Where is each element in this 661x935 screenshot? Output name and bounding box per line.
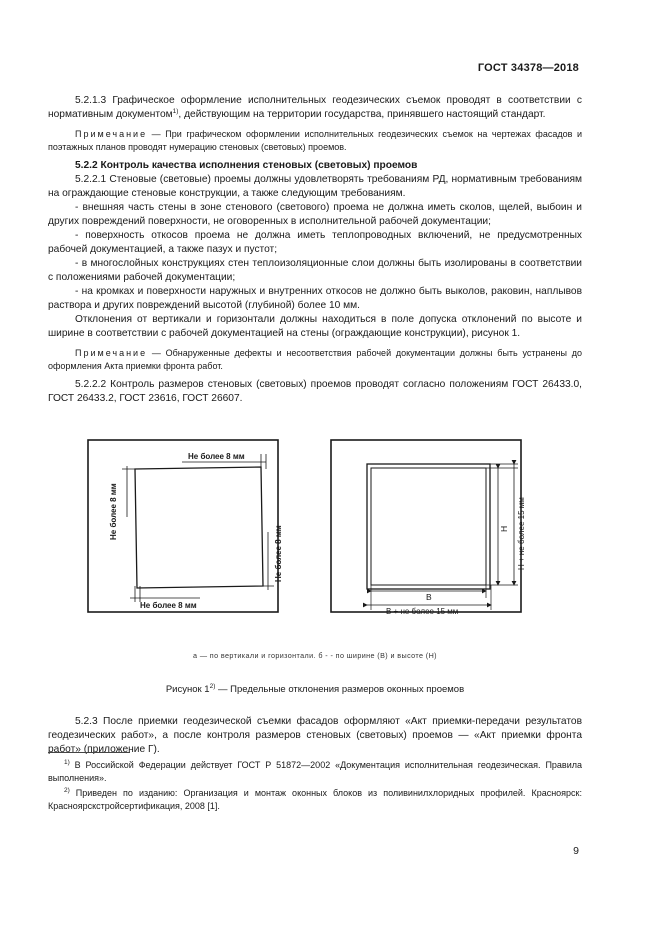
footnote-ref-1[interactable]: 1) xyxy=(172,108,179,115)
footnote-2: $^{2)}$ Приведен по изданию: Организация и монтаж оконных блоков из поливинилхлоридных профилей. Красноярск: Красноярскстройсертификация, 2008 [1]. xyxy=(48,787,582,811)
opening-skewed xyxy=(135,467,263,588)
label-height-tolerance: Н + не более 15 мм xyxy=(517,497,526,570)
label-width: В xyxy=(426,592,432,602)
label-right-tolerance: Не более 8 мм xyxy=(274,525,283,582)
section-title-5-2-2: 5.2.2 Контроль качества исполнения стеновых (световых) проемов xyxy=(75,160,418,171)
figure-legend: а — по вертикали и горизонтали. б - - по ширине (В) и высоте (Н) xyxy=(193,651,437,660)
bullet-item: - на кромках и поверхности наружных и внутренних откосов не должно быть выколов, раковин, наплывов раствора и других повреждений высотой (глубиной) более 10 мм. xyxy=(48,286,582,311)
note-label: Примечание xyxy=(75,129,148,139)
footnote-divider xyxy=(48,752,130,753)
page-content xyxy=(48,94,582,757)
footnote-1: $^{1)}$ В Российской Федерации действует ГОСТ Р 51872—2002 «Документация исполнительная геодезическая. Правила выполнения». xyxy=(48,759,582,783)
page-number: 9 xyxy=(573,845,579,857)
frame-b xyxy=(331,440,521,612)
bullet-item: - в многослойных конструкциях стен теплоизоляционные слои должны быть изолированы в соответствии с положениями рабочей документации; xyxy=(48,258,582,283)
label-height: Н xyxy=(499,525,509,532)
label-width-tolerance: В + не более 15 мм xyxy=(386,607,459,616)
figure-1 xyxy=(48,422,582,627)
note-label: Примечание xyxy=(75,348,148,358)
label-top-tolerance: Не более 8 мм xyxy=(188,452,245,461)
document-header: ГОСТ 34378—2018 xyxy=(477,62,579,74)
opening-outer xyxy=(367,464,490,589)
footnotes xyxy=(48,752,582,815)
bullet-item: - внешняя часть стены в зоне стенового (светового) проема не должна иметь сколов, щелей, выбоин и других повреждений поверхности, не оговоренных в исполнительной рабочей документации; xyxy=(48,202,582,227)
figure-b xyxy=(331,440,521,612)
note-1: Примечание — При графическом оформлении исполнительных геодезических съемок на чертежах фасадов и поэтажных планов проводят нумерацию стеновых (световых) проемов. xyxy=(48,129,582,152)
figure-drawing xyxy=(48,422,582,627)
opening-inner xyxy=(371,468,486,585)
bullet-item: - поверхность откосов проема не должна иметь теплопроводных включений, не предусмотренных рабочей документацией, а также пазух и пустот; xyxy=(48,230,582,255)
paragraph-5-2-1-3: 5.2.1.3 Графическое оформление исполнительных геодезических съемок проводят в соответствии с нормативным документом$^{1)}$, действующим на территории государства, принявшего настоящий стандарт. xyxy=(48,95,582,120)
footnote-ref-2[interactable]: 2) xyxy=(209,683,216,690)
figure-caption: Рисунок 1$^{2)}$ — Предельные отклонения размеров оконных проемов xyxy=(165,683,465,695)
paragraph-deviations: Отклонения от вертикали и горизонтали должны находиться в поле допуска отклонений по высоте и ширине в соответствии с рабочей документацией на стены (ограждающие конструкции), рисунок 1. xyxy=(48,314,582,339)
label-left-tolerance: Не более 8 мм xyxy=(109,483,118,540)
paragraph-5-2-2-1: 5.2.2.1 Стеновые (световые) проемы должны удовлетворять требованиям РД, нормативным требованиям на ограждающие стеновые конструкции, а также следующим требованиям. xyxy=(48,174,582,199)
note-2: Примечание — Обнаруженные дефекты и несоответствия рабочей документации должны быть устранены до оформления Акта приемки фронта работ. xyxy=(48,348,582,371)
label-bottom-tolerance: Не более 8 мм xyxy=(140,601,197,610)
paragraph-5-2-3: 5.2.3 После приемки геодезической съемки фасадов оформляют «Акт приемки-передачи результатов геодезических работ», а после контроля размеров стеновых (световых) проемов — «Акт приемки фронта работ» (приложение Г). xyxy=(48,716,582,755)
paragraph-5-2-2-2: 5.2.2.2 Контроль размеров стеновых (световых) проемов проводят согласно положениям ГОСТ 26433.0, ГОСТ 26433.2, ГОСТ 23616, ГОСТ 26607. xyxy=(48,379,582,404)
